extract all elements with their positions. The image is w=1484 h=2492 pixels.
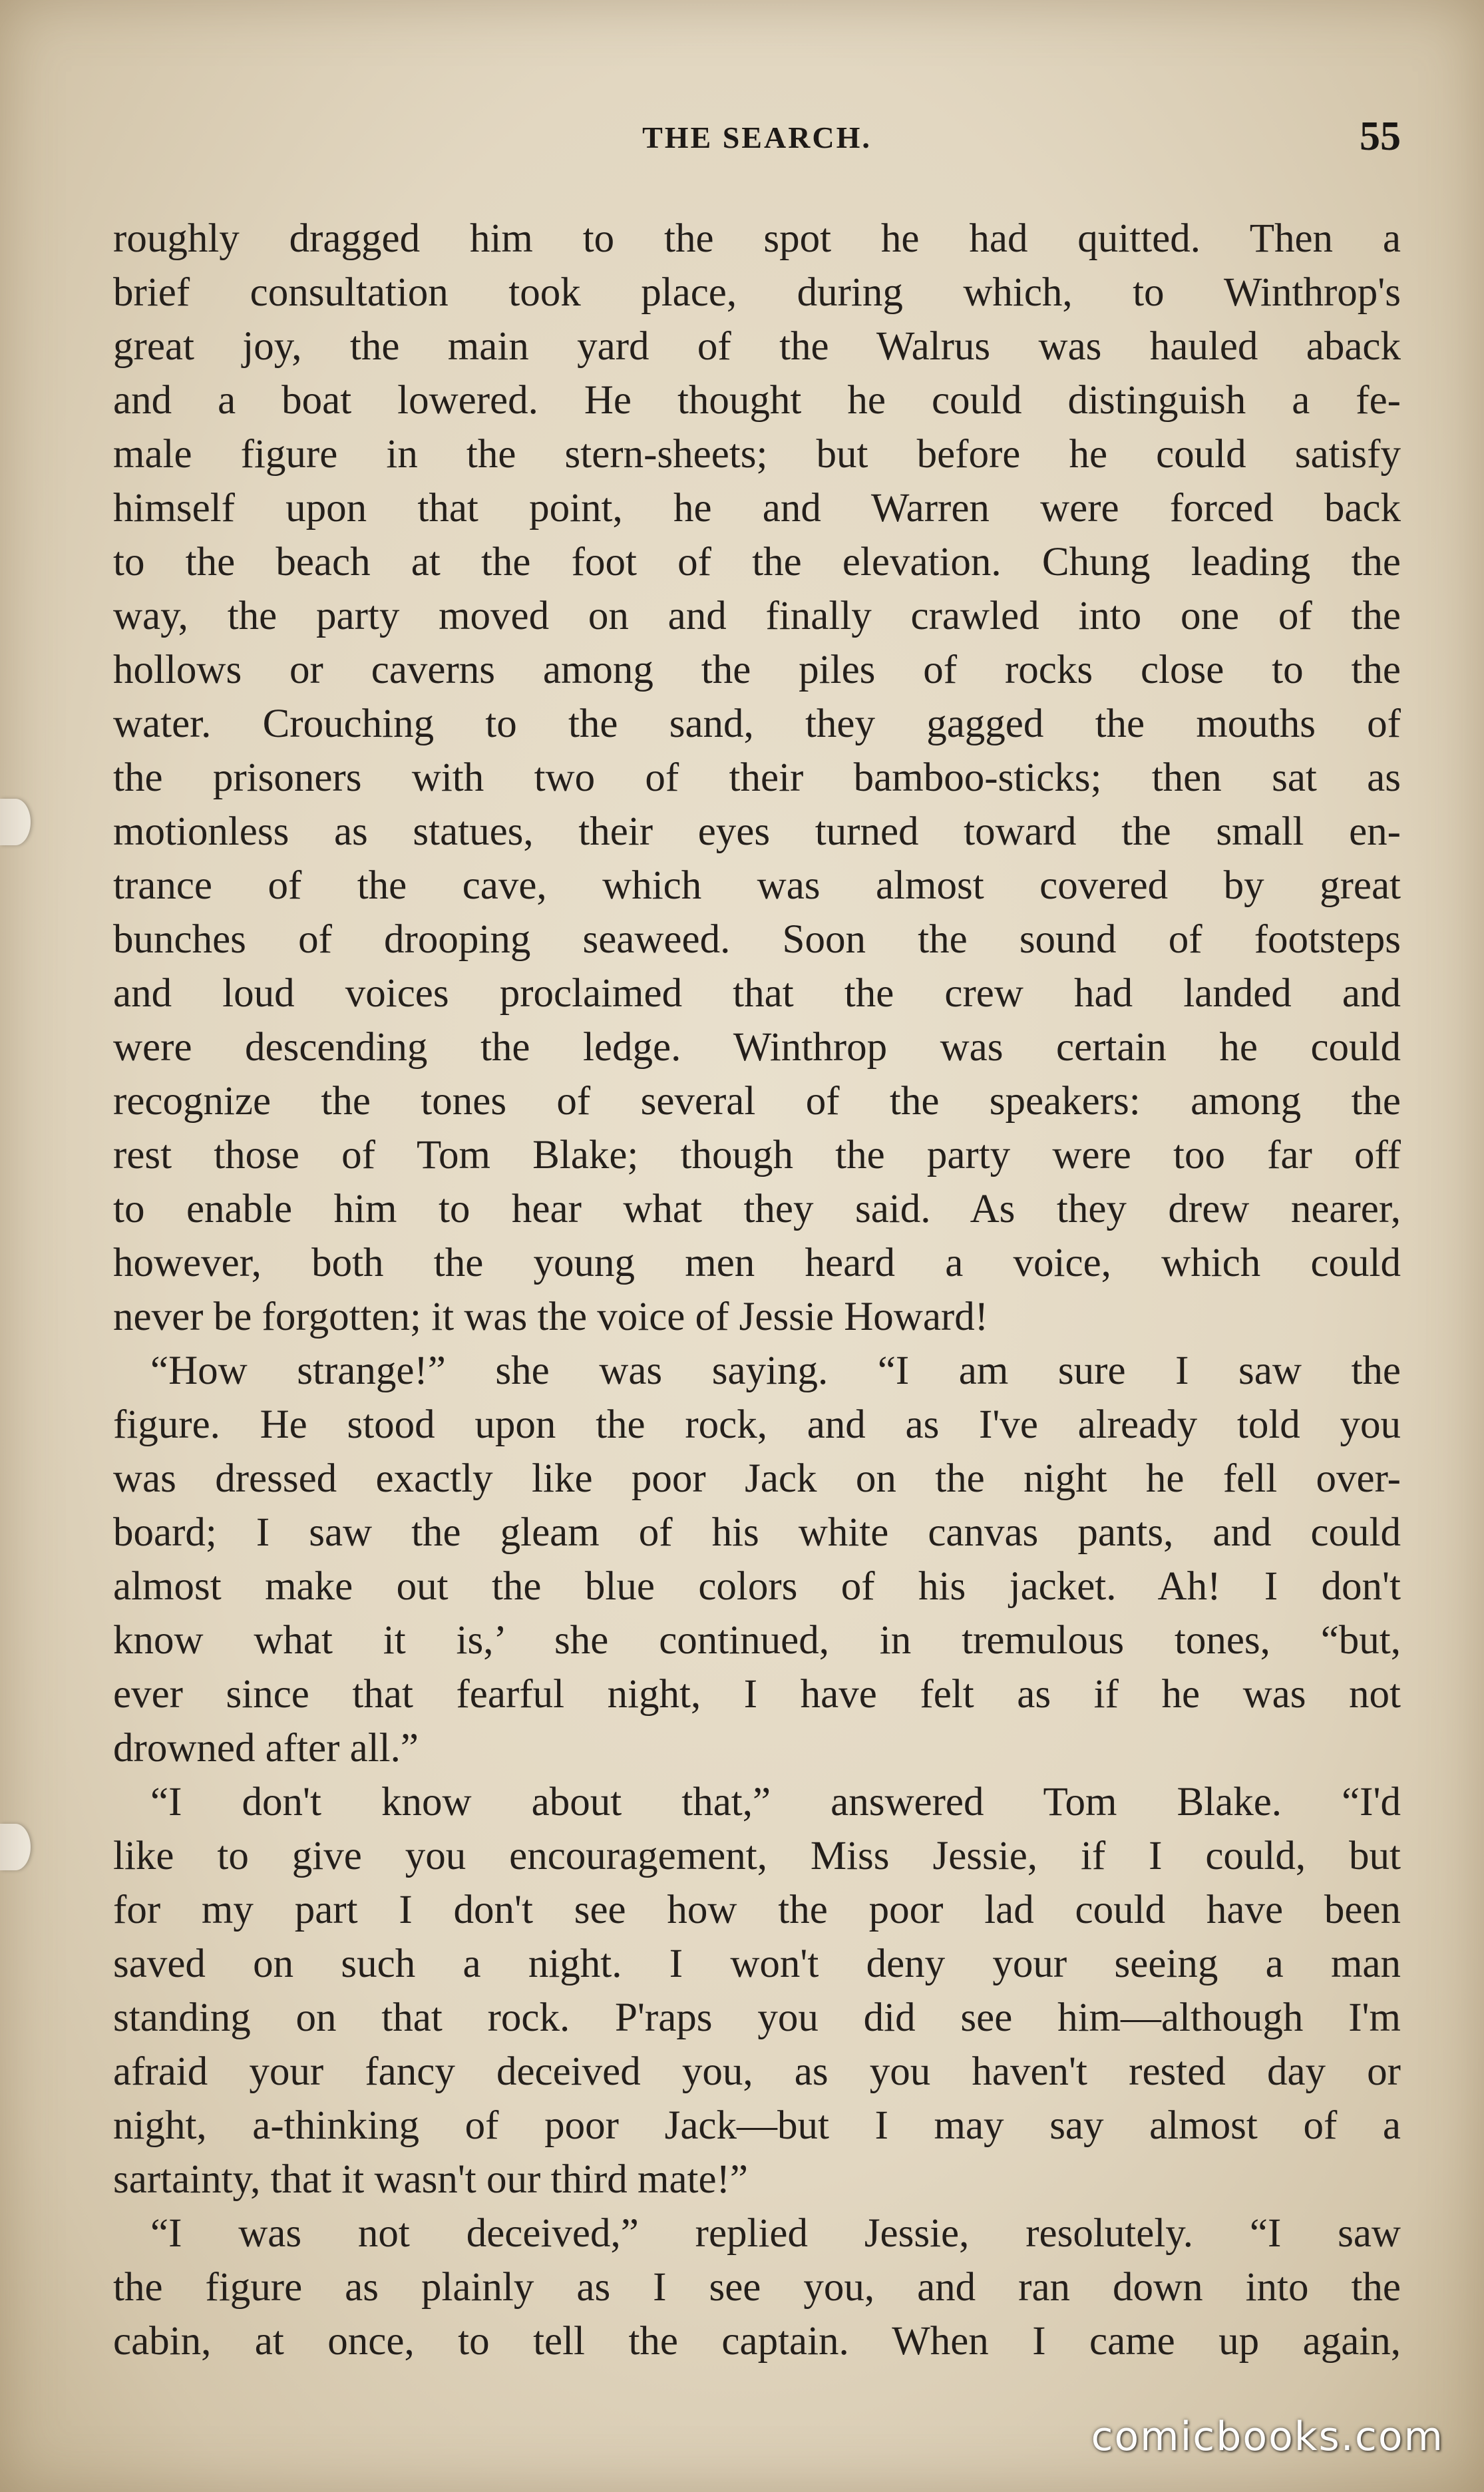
text-line: “I don't know about that,” answered Tom Blake. “I'd (150, 1780, 1401, 1824)
text-line: night, a-thinking of poor Jack—but I may say almost of a (113, 2103, 1401, 2148)
text-line: however, both the young men heard a voice, which could (113, 1241, 1401, 1285)
text-line: rest those of Tom Blake; though the party were too far off (113, 1133, 1401, 1177)
page-tear-mark (0, 1824, 31, 1870)
text-line: board; I saw the gleam of his white canvas pants, and could (113, 1510, 1401, 1555)
text-line: were descending the ledge. Winthrop was certain he could (113, 1025, 1401, 1070)
text-line: himself upon that point, he and Warren were forced back (113, 486, 1401, 530)
text-line: brief consultation took place, during which, to Winthrop's (113, 270, 1401, 315)
text-line: way, the party moved on and finally crawled into one of the (113, 594, 1401, 638)
text-line: hollows or caverns among the piles of rocks close to the (113, 648, 1401, 692)
page-number: 55 (1360, 114, 1401, 159)
text-line: great joy, the main yard of the Walrus was hauled aback (113, 324, 1401, 369)
text-line: to the beach at the foot of the elevation. Chung leading the (113, 540, 1401, 584)
text-line: roughly dragged him to the spot he had quitted. Then a (113, 216, 1401, 261)
text-line: almost make out the blue colors of his jacket. Ah! I don't (113, 1564, 1401, 1609)
text-line: to enable him to hear what they said. As they drew nearer, (113, 1187, 1401, 1231)
text-line: drowned after all.” (113, 1726, 419, 1770)
text-line: the figure as plainly as I see you, and ran down into the (113, 2265, 1401, 2310)
text-line: motionless as statues, their eyes turned toward the small en- (113, 809, 1401, 854)
text-line: cabin, at once, to tell the captain. When I came up again, (113, 2319, 1401, 2364)
text-line: water. Crouching to the sand, they gagged the mouths of (113, 702, 1401, 746)
running-head: THE SEARCH. (642, 120, 872, 154)
page-margin-damage (0, 0, 40, 2492)
text-line: trance of the cave, which was almost covered by great (113, 863, 1401, 908)
text-line: sartainty, that it wasn't our third mate!” (113, 2157, 748, 2202)
text-line: saved on such a night. I won't deny your seeing a man (113, 1942, 1401, 1986)
watermark: comicbooks.com (1091, 2413, 1444, 2460)
text-line: the prisoners with two of their bamboo-sticks; then sat as (113, 755, 1401, 800)
text-line: was dressed exactly like poor Jack on the night he fell over- (113, 1456, 1401, 1501)
text-line: bunches of drooping seaweed. Soon the sound of footsteps (113, 917, 1401, 962)
page-tear-mark (0, 799, 31, 845)
text-line: male figure in the stern-sheets; but before he could satisfy (113, 432, 1401, 477)
body-text (113, 212, 1401, 2368)
text-line: standing on that rock. P'raps you did see him—although I'm (113, 1995, 1401, 2040)
text-line: for my part I don't see how the poor lad could have been (113, 1888, 1401, 1932)
text-line: and a boat lowered. He thought he could distinguish a fe- (113, 378, 1401, 423)
text-line: ever since that fearful night, I have felt as if he was not (113, 1672, 1401, 1717)
text-line: afraid your fancy deceived you, as you haven't rested day or (113, 2049, 1401, 2094)
text-line: “I was not deceived,” replied Jessie, resolutely. “I saw (150, 2211, 1401, 2256)
text-line: “How strange!” she was saying. “I am sure I saw the (150, 1349, 1401, 1393)
text-line: figure. He stood upon the rock, and as I've already told you (113, 1402, 1401, 1447)
page-header (113, 113, 1401, 173)
text-line: never be forgotten; it was the voice of Jessie Howard! (113, 1295, 989, 1339)
text-line: recognize the tones of several of the speakers: among the (113, 1079, 1401, 1124)
text-line: and loud voices proclaimed that the crew had landed and (113, 971, 1401, 1016)
text-line: know what it is,’ she continued, in tremulous tones, “but, (113, 1618, 1401, 1663)
text-line: like to give you encouragement, Miss Jessie, if I could, but (113, 1834, 1401, 1878)
